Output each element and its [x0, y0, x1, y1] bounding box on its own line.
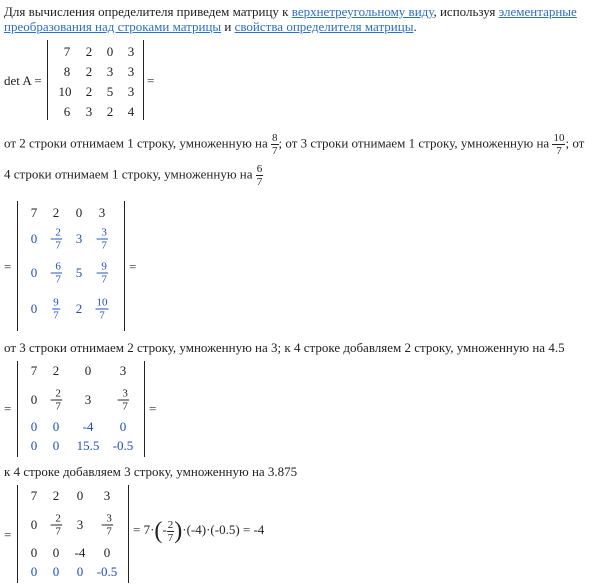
- eq-after-matrix0: =: [147, 73, 155, 88]
- eq-after-matrix1: =: [129, 259, 137, 274]
- m3-r2c0: 0: [30, 545, 38, 560]
- m3-r3c2: 0: [76, 564, 84, 579]
- m0-r1c0: 8: [63, 64, 71, 79]
- m2-r2c1: 0: [52, 419, 60, 434]
- eq-before-matrix1: =: [4, 259, 12, 274]
- m3-r0c1: 2: [52, 488, 60, 503]
- step1-line-2: [4, 163, 263, 188]
- intro-end: .: [413, 19, 417, 34]
- m2-r0c3: 3: [119, 363, 127, 378]
- m3-r3c3: -0.5: [96, 564, 118, 579]
- m0-r1c2: 3: [106, 64, 114, 79]
- intro-line-1: [4, 4, 577, 20]
- m0-r2c0: 10: [58, 84, 72, 99]
- m1-r3c0: 0: [30, 301, 38, 316]
- m1-r0c0: 7: [30, 205, 38, 220]
- m1-r3c2: 2: [75, 301, 83, 316]
- result-paren-open: (: [154, 518, 163, 545]
- m0-r0c0: 7: [63, 44, 71, 59]
- m2-r3c2: 15.5: [76, 438, 100, 453]
- m0-r3c1: 3: [85, 104, 93, 119]
- eq-before-matrix3: =: [4, 527, 12, 542]
- link-elementary-ops-part1[interactable]: элементарные: [498, 4, 577, 19]
- matrix3: [17, 485, 129, 583]
- m0-r0c1: 2: [85, 44, 93, 59]
- m3-r2c3: 0: [103, 545, 111, 560]
- m2-r2c0: 0: [30, 419, 38, 434]
- m2-r0c2: 0: [84, 363, 92, 378]
- m3-r0c3: 3: [103, 488, 111, 503]
- link-det-properties[interactable]: свойства определителя матрицы: [234, 19, 414, 34]
- link-elementary-ops-part2[interactable]: преобразования над строками матрицы: [4, 19, 222, 34]
- m1-r1c0: 0: [30, 231, 38, 246]
- m1-r2c1: - $\frac{6}{7}$: [50, 260, 61, 286]
- step3-text: к 4 строке добавляем 3 строку, умноженную на 3.875: [4, 464, 298, 479]
- step2-text: от 3 строки отнимаем 2 строку, умноженную на 3; к 4 строке добавляем 2 строку, умноженную на 4.5: [4, 340, 565, 355]
- step1-t1: от 2 строки отнимаем 1 строку, умноженную на: [4, 135, 268, 151]
- m0-r1c3: 3: [127, 64, 135, 79]
- m3-r0c0: 7: [30, 488, 38, 503]
- result-post: ·(-4)·(-0.5) = -4: [182, 522, 265, 537]
- m2-r1c0: 0: [30, 392, 38, 407]
- m2-r0c1: 2: [52, 363, 60, 378]
- matrix2: [17, 361, 145, 457]
- m0-r1c1: 2: [85, 64, 93, 79]
- eq-before-matrix2: =: [4, 401, 12, 416]
- m3-r2c1: 0: [52, 545, 60, 560]
- m0-r0c2: 0: [106, 44, 114, 59]
- step1-t2: ; от 3 строки отнимаем 1 строку, умноженную на: [278, 135, 550, 151]
- intro-and: и: [224, 19, 232, 34]
- result-pre: = 7·: [133, 522, 155, 537]
- m2-r1c2: 3: [84, 392, 92, 407]
- result-paren-close: ): [174, 518, 183, 545]
- eq-after-matrix2: =: [149, 401, 157, 416]
- fraction-6-7: $\frac{6}{7}$: [256, 163, 263, 188]
- step1-t4: 4 строки отнимаем 1 строку, умноженную на: [4, 166, 253, 182]
- step1-line-1: [4, 132, 584, 157]
- m1-r3c1: $\frac{9}{7}$: [53, 296, 59, 322]
- m3-r1c3: - $\frac{3}{7}$: [101, 512, 112, 538]
- m0-r2c3: 3: [127, 84, 135, 99]
- result-fraction: $\frac{2}{7}$: [167, 518, 174, 544]
- m2-r2c2: -4: [82, 419, 94, 434]
- m1-r2c0: 0: [30, 265, 38, 280]
- m1-r0c3: 3: [98, 205, 106, 220]
- m3-r3c0: 0: [30, 564, 38, 579]
- m0-r2c1: 2: [85, 84, 93, 99]
- m2-r1c1: - $\frac{2}{7}$: [50, 387, 61, 413]
- m1-r1c2: 3: [75, 231, 83, 246]
- m2-r3c3: -0.5: [112, 438, 134, 453]
- m2-r3c0: 0: [30, 438, 38, 453]
- intro-mid: , используя: [433, 4, 496, 19]
- intro-prefix: Для вычисления определителя приведем матрицу к: [4, 4, 289, 19]
- m3-r0c2: 0: [76, 488, 84, 503]
- fraction-10-7: $\frac{10}{7}$: [553, 132, 565, 157]
- m0-r2c2: 5: [106, 84, 114, 99]
- result-expression: = 7·(- $\frac{2}{7}$ )·(-4)·(-0.5) = -4: [133, 518, 265, 545]
- m1-r2c2: 5: [75, 265, 83, 280]
- m2-r0c0: 7: [30, 363, 38, 378]
- m0-r3c2: 2: [106, 104, 114, 119]
- m1-r0c1: 2: [52, 205, 60, 220]
- m1-r1c1: - $\frac{2}{7}$: [50, 226, 61, 252]
- m3-r2c2: -4: [74, 545, 86, 560]
- m1-r0c2: 0: [75, 205, 83, 220]
- matrix1: [17, 201, 125, 331]
- m3-r1c2: 3: [76, 517, 84, 532]
- m0-r3c3: 4: [127, 104, 135, 119]
- fraction-8-7: $\frac{8}{7}$: [272, 132, 278, 157]
- m0-r3c0: 6: [63, 104, 71, 119]
- intro-line-2: [4, 19, 417, 35]
- m3-r1c0: 0: [30, 517, 38, 532]
- m3-r1c1: - $\frac{2}{7}$: [50, 512, 61, 538]
- m3-r3c1: 0: [52, 564, 60, 579]
- m2-r3c1: 0: [52, 438, 60, 453]
- m1-r1c3: - $\frac{3}{7}$: [96, 226, 107, 252]
- m2-r1c3: - $\frac{3}{7}$: [117, 387, 128, 413]
- det-label: det A =: [4, 73, 42, 88]
- matrix0: [47, 40, 144, 120]
- m1-r2c3: - $\frac{9}{7}$: [96, 260, 107, 286]
- m0-r0c3: 3: [127, 44, 135, 59]
- m2-r2c3: 0: [119, 419, 127, 434]
- step1-t3: ; от: [565, 135, 585, 151]
- m1-r3c3: $\frac{10}{7}$: [96, 296, 108, 322]
- link-upper-triangular[interactable]: верхнетреугольному виду: [291, 4, 434, 19]
